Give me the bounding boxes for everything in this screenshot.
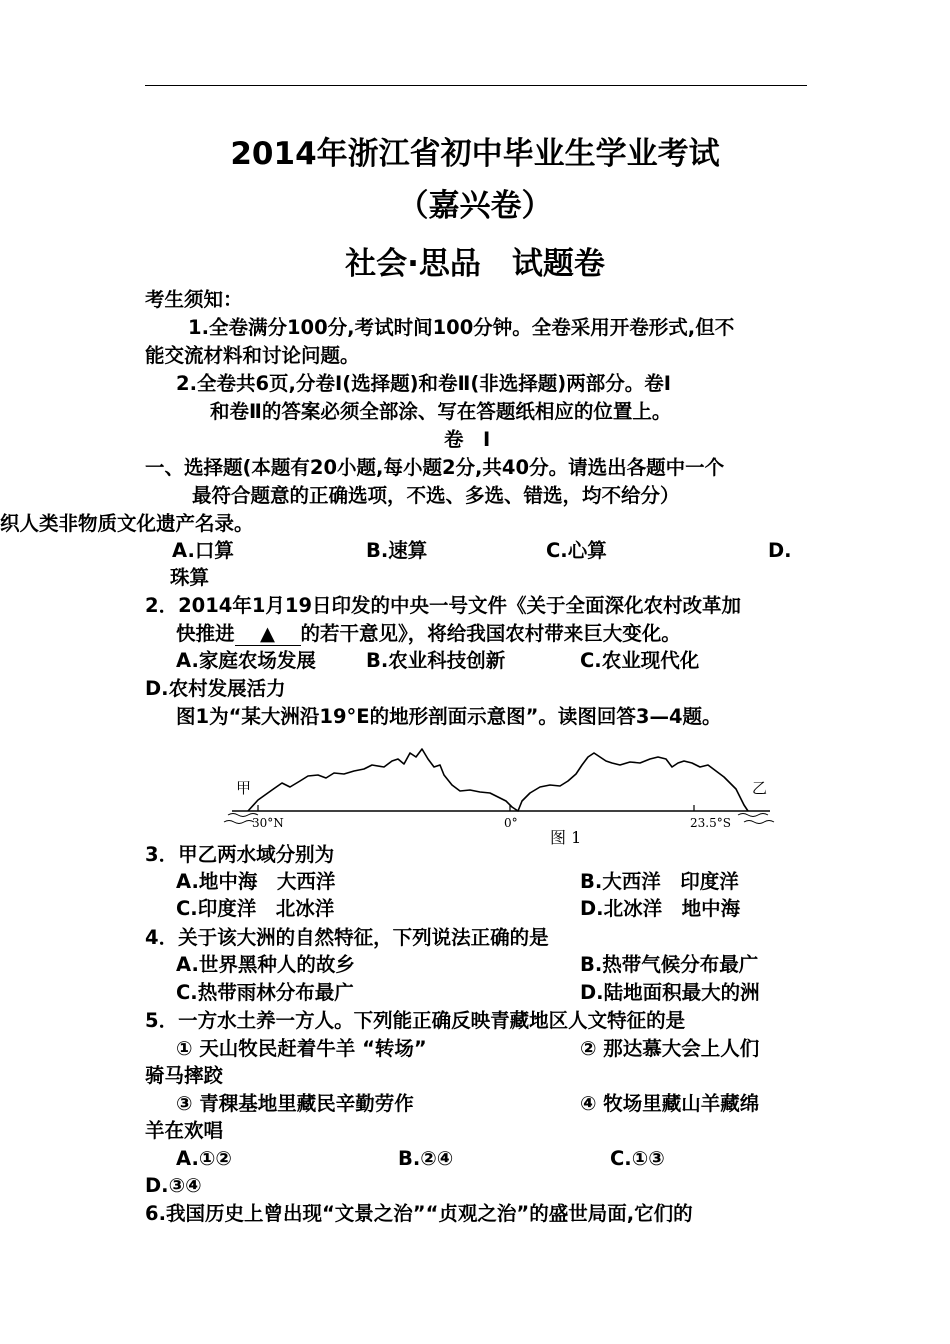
q2-line-1: 2．2014年1月19日印发的中央一号文件《关于全面深化农村改革加: [145, 594, 742, 617]
q2-line-2: [176, 620, 681, 648]
exam-title: 2014年浙江省初中毕业生学业考试: [230, 136, 720, 172]
right-water-waves: [738, 814, 774, 824]
q2-option-d: D.农村发展活力: [145, 677, 286, 700]
q5-option-a: A.①②: [176, 1147, 232, 1170]
q1-option-b: B.速算: [366, 539, 428, 562]
q4-option-c: C.热带雨林分布最广: [176, 981, 354, 1004]
top-rule: [145, 85, 807, 86]
q5-option-b: B.②④: [398, 1147, 454, 1170]
q2-blank: ▲: [235, 623, 301, 646]
section-heading-line-1: 一、选择题(本题有20小题,每小题2分,共40分。请选出各题中一个: [145, 456, 725, 479]
section-heading-line-2: 最符合题意的正确选项，不选、多选、错选，均不给分）: [192, 484, 680, 507]
q4-option-b: B.热带气候分布最广: [580, 953, 759, 976]
q5-stem: 5．一方水土养一方人。下列能正确反映青藏地区人文特征的是: [145, 1009, 686, 1032]
terrain-profile-figure: [222, 745, 782, 850]
q3-option-d: D.北冰洋 地中海: [580, 897, 741, 920]
q3-option-b: B.大西洋 印度洋: [580, 870, 739, 893]
q3-stem: 3．甲乙两水域分别为: [145, 843, 335, 866]
notice-item-1-line-2: 能交流材料和讨论问题。: [145, 344, 360, 367]
q5-item-2-line-2: 骑马摔跤: [145, 1064, 224, 1087]
notice-item-2-line-1: 2.全卷共6页,分卷Ⅰ(选择题)和卷Ⅱ(非选择题)两部分。卷Ⅰ: [176, 372, 671, 395]
q4-option-a: A.世界黑种人的故乡: [176, 953, 355, 976]
tick-label-23-5s: 23.5°S: [690, 816, 731, 830]
q5-item-4-line-2: 羊在欢唱: [145, 1119, 224, 1142]
figure-intro: 图1为“某大洲沿19°E的地形剖面示意图”。读图回答3—4题。: [176, 705, 722, 728]
tick-label-30n: 30°N: [252, 816, 284, 830]
tick-label-0: 0°: [504, 816, 518, 830]
q1-option-c: C.心算: [546, 539, 607, 562]
q1-stem-fragment: 织人类非物质文化遗产名录。: [0, 512, 254, 535]
q2-option-a: A.家庭农场发展: [176, 649, 316, 672]
q3-option-c: C.印度洋 北冰洋: [176, 897, 335, 920]
q5-item-2-line-1: ② 那达慕大会上人们: [580, 1037, 760, 1060]
notice-item-1-line-1: 1.全卷满分100分,考试时间100分钟。全卷采用开卷形式,但不: [188, 316, 735, 339]
exam-subtitle: （嘉兴卷）: [397, 188, 553, 224]
q6-line-1: 6.我国历史上曾出现“文景之治”“贞观之治”的盛世局面,它们的: [145, 1202, 693, 1225]
q4-stem: 4．关于该大洲的自然特征，下列说法正确的是: [145, 926, 549, 949]
notice-heading: 考生须知：: [145, 288, 243, 311]
q2-option-b: B.农业科技创新: [366, 649, 506, 672]
q3-option-a: A.地中海 大西洋: [176, 870, 336, 893]
paper-title: 社会·思品 试题卷: [345, 246, 605, 282]
q5-option-d: D.③④: [145, 1174, 202, 1197]
figure-left-label: 甲: [236, 779, 252, 797]
notice-item-2-line-2: 和卷Ⅱ的答案必须全部涂、写在答题纸相应的位置上。: [210, 400, 672, 423]
figure-right-label: 乙: [752, 779, 768, 797]
figure-caption: 图 1: [550, 828, 582, 847]
q5-item-3: ③ 青稞基地里藏民辛勤劳作: [176, 1092, 414, 1115]
q5-item-4-line-1: ④ 牧场里藏山羊藏绵: [580, 1092, 760, 1115]
section-label: 卷 Ⅰ: [444, 428, 491, 451]
q2-line-2-post: 的若干意见》，将给我国农村带来巨大变化。: [300, 622, 681, 645]
terrain-profile-line: [248, 749, 748, 811]
q2-line-2-pre: 快推进: [176, 622, 235, 645]
q1-option-d-label: D.: [768, 539, 792, 562]
q4-option-d: D.陆地面积最大的洲: [580, 981, 760, 1004]
q1-option-a: A.口算: [172, 539, 234, 562]
q5-option-c: C.①③: [610, 1147, 665, 1170]
q1-option-d-text: 珠算: [170, 566, 210, 589]
q2-option-c: C.农业现代化: [580, 649, 700, 672]
q5-item-1: ① 天山牧民赶着牛羊 “转场”: [176, 1037, 427, 1060]
